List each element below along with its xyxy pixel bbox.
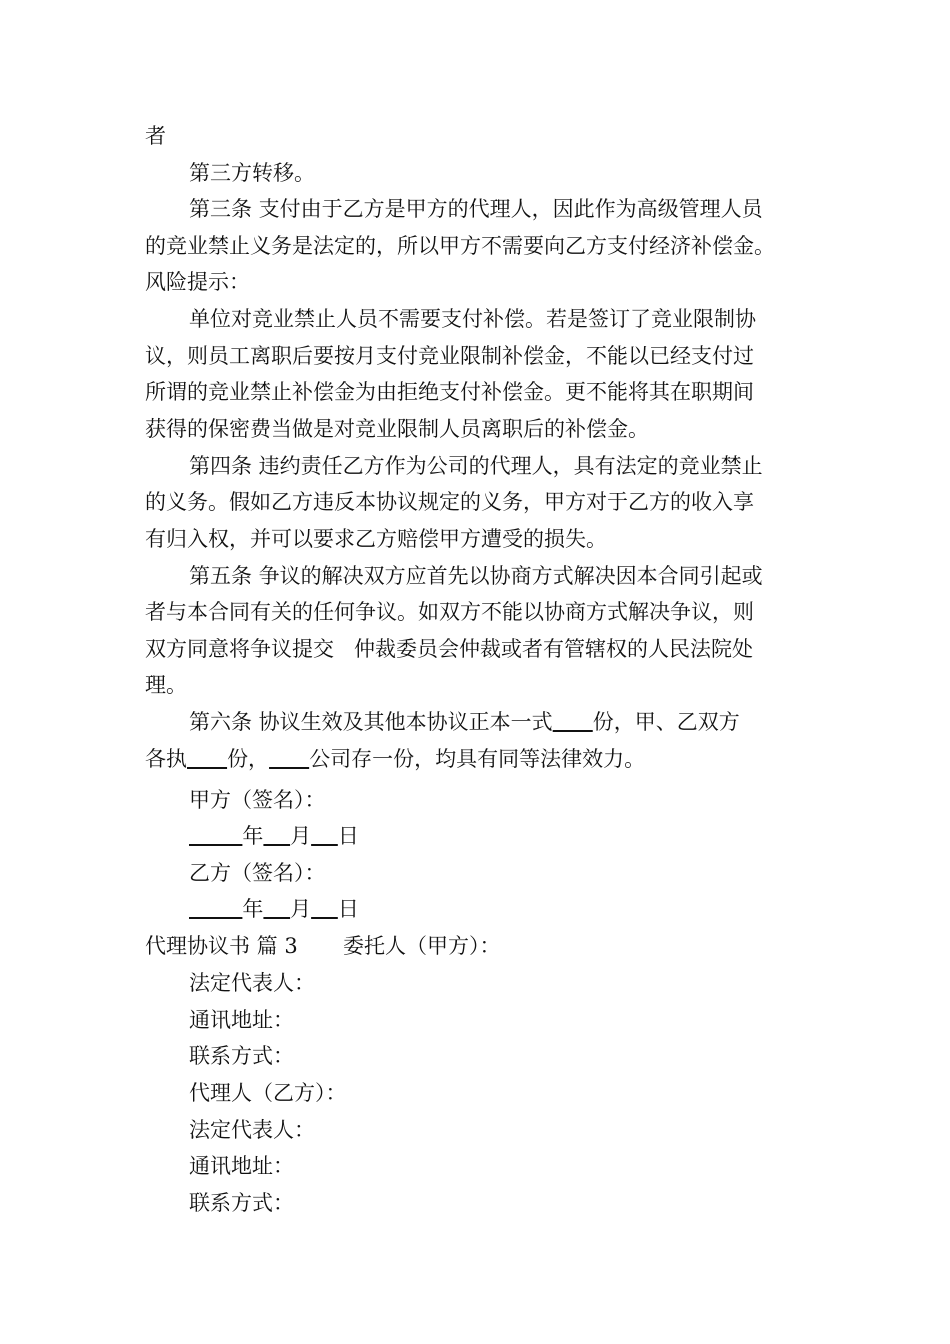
text-line: 第三方转移。	[189, 161, 315, 185]
text-line: 单位对竞业禁止人员不需要支付补偿。若是签订了竞业限制协	[189, 307, 756, 331]
text-line: 的竞业禁止义务是法定的，所以甲方不需要向乙方支付经济补偿金。	[145, 234, 775, 258]
field-label: 代理人（乙方）：	[189, 1081, 347, 1105]
field-label: 法定代表人：	[189, 1118, 315, 1142]
text-line: 的义务。假如乙方违反本协议规定的义务，甲方对于乙方的收入享	[145, 490, 754, 514]
year-blank	[189, 897, 242, 921]
company-name-blank	[269, 747, 309, 771]
text-line: 所谓的竞业禁止补偿金为由拒绝支付补偿金。更不能将其在职期间	[145, 380, 754, 404]
month-blank	[263, 824, 290, 848]
article-5-heading-line: 第五条 争议的解决双方应首先以协商方式解决因本合同引起或	[189, 564, 763, 588]
article-6-line-1: 第六条 协议生效及其他本协议正本一式 份，甲、乙双方	[189, 710, 740, 734]
text-line: 有归入权，并可以要求乙方赔偿甲方遭受的损失。	[145, 527, 607, 551]
party-b-date-line: 年 月 日	[189, 895, 359, 923]
article-6-line-2: 各执 份， 公司存一份，均具有同等法律效力。	[145, 747, 646, 771]
text-line: 议，则员工离职后要按月支付竞业限制补偿金，不能以已经支付过	[145, 344, 754, 368]
copies-each-blank	[187, 747, 227, 771]
text-line: 者	[145, 124, 166, 148]
day-blank	[311, 824, 338, 848]
party-b-signature-label: 乙方（签名）：	[189, 861, 326, 885]
month-blank	[263, 897, 290, 921]
field-label: 联系方式：	[189, 1191, 294, 1215]
client-party-a-label: 委托人（甲方）：	[343, 934, 501, 958]
field-label: 法定代表人：	[189, 971, 315, 995]
text-line: 获得的保密费当做是对竞业限制人员离职后的补偿金。	[145, 417, 649, 441]
article-3-heading-line: 第三条 支付由于乙方是甲方的代理人，因此作为高级管理人员	[189, 197, 763, 221]
field-label: 通讯地址：	[189, 1008, 294, 1032]
party-a-signature-label: 甲方（签名）：	[189, 788, 326, 812]
section-3-heading: 代理协议书 篇 3	[145, 934, 298, 958]
day-blank	[311, 897, 338, 921]
year-blank	[189, 824, 242, 848]
risk-note-label: 风险提示：	[145, 270, 250, 294]
text-line: 者与本合同有关的任何争议。如双方不能以协商方式解决争议，则	[145, 600, 754, 624]
party-a-date-line: 年 月 日	[189, 822, 359, 850]
text-line: 双方同意将争议提交 仲裁委员会仲裁或者有管辖权的人民法院处	[145, 637, 754, 661]
field-label: 联系方式：	[189, 1044, 294, 1068]
copies-total-blank	[553, 710, 593, 734]
article-4-heading-line: 第四条 违约责任乙方作为公司的代理人，具有法定的竞业禁止	[189, 454, 763, 478]
text-line: 理。	[145, 673, 187, 697]
field-label: 通讯地址：	[189, 1154, 294, 1178]
